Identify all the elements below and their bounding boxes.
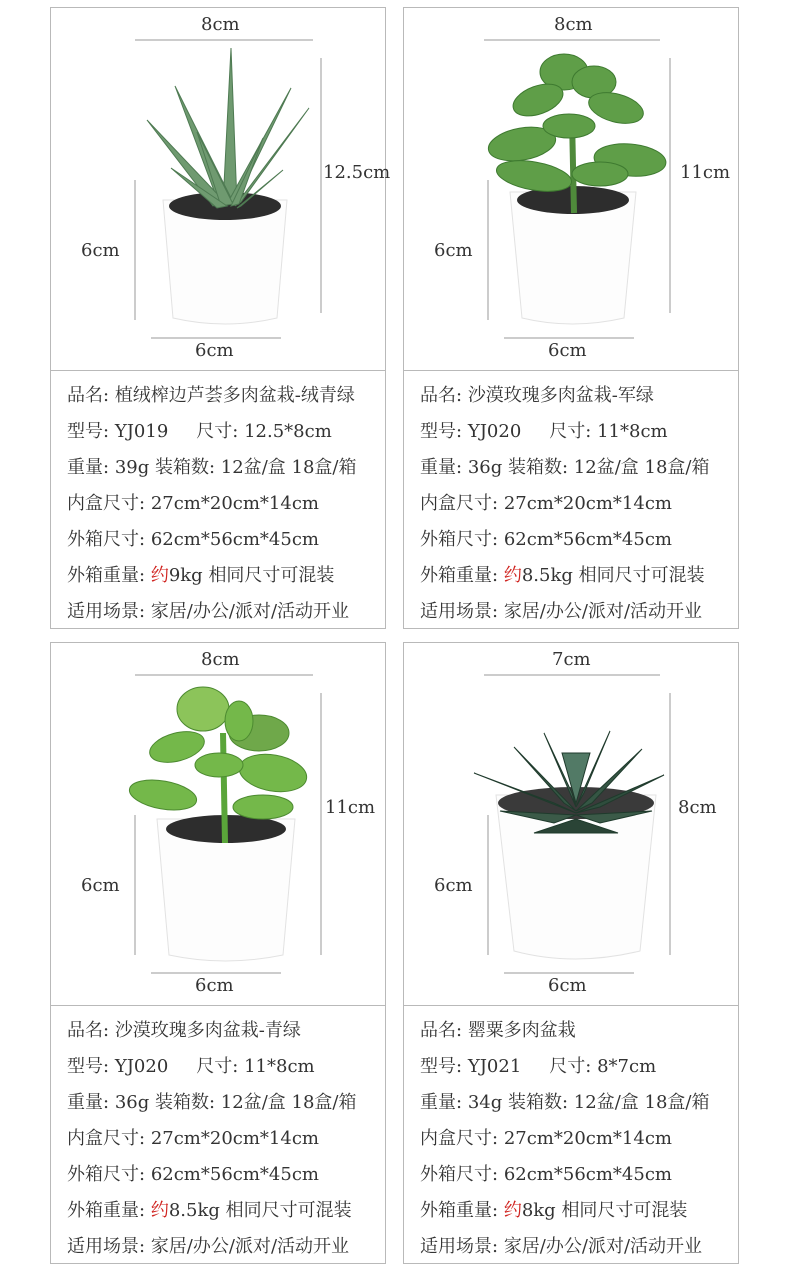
dimension-right: 11cm [680,162,731,183]
jade-plant-icon [51,643,385,1005]
product-card-4 [403,642,739,1264]
spec-scene: 适用场景: 家居/办公/派对/活动开业 [420,1236,703,1257]
dimension-right: 11cm [325,797,376,818]
product-photo [404,8,738,371]
product-card-2 [403,7,739,629]
dimension-top: 7cm [552,649,591,670]
spec-name: 品名: 罂粟多肉盆栽 [420,1020,576,1041]
dimension-left: 6cm [81,240,120,261]
spec-name: 品名: 植绒榨边芦荟多肉盆栽-绒青绿 [67,385,355,406]
spec-inner-box: 内盒尺寸: 27cm*20cm*14cm [67,1128,319,1149]
dimension-left: 6cm [434,875,473,896]
spec-list [51,1005,385,1265]
spec-weight: 重量: 36g 装箱数: 12盆/盒 18盒/箱 [67,1092,357,1113]
dimension-bottom: 6cm [548,975,587,996]
dimension-left: 6cm [81,875,120,896]
spec-weight: 重量: 39g 装箱数: 12盆/盒 18盒/箱 [67,457,357,478]
spec-model-size: 型号: YJ020 尺寸: 11*8cm [420,421,668,442]
spec-outer-weight: 外箱重量: 约8.5kg 相同尺寸可混装 [67,1200,352,1221]
spec-inner-box: 内盒尺寸: 27cm*20cm*14cm [420,1128,672,1149]
spec-name: 品名: 沙漠玫瑰多肉盆栽-青绿 [67,1020,301,1041]
spec-outer-box: 外箱尺寸: 62cm*56cm*45cm [67,1164,319,1185]
product-photo [51,643,385,1006]
dimension-top: 8cm [201,649,240,670]
spec-model-size: 型号: YJ019 尺寸: 12.5*8cm [67,421,332,442]
dimension-right: 8cm [678,797,717,818]
product-card-1 [50,7,391,629]
spec-scene: 适用场景: 家居/办公/派对/活动开业 [67,601,350,622]
spec-outer-weight: 外箱重量: 约8.5kg 相同尺寸可混装 [420,565,705,586]
dimension-right: 12.5cm [323,162,391,183]
spec-outer-box: 外箱尺寸: 62cm*56cm*45cm [420,1164,672,1185]
spec-weight: 重量: 34g 装箱数: 12盆/盒 18盒/箱 [420,1092,710,1113]
dimension-bottom: 6cm [195,975,234,996]
spec-list [404,1005,738,1265]
product-card-3 [50,642,386,1264]
spec-outer-box: 外箱尺寸: 62cm*56cm*45cm [420,529,672,550]
spec-name: 品名: 沙漠玫瑰多肉盆栽-军绿 [420,385,654,406]
spec-model-size: 型号: YJ020 尺寸: 11*8cm [67,1056,315,1077]
aloe-icon [51,8,385,370]
dimension-top: 8cm [201,14,240,35]
spec-scene: 适用场景: 家居/办公/派对/活动开业 [67,1236,350,1257]
dimension-bottom: 6cm [195,340,234,361]
dimension-top: 8cm [554,14,593,35]
dimension-left: 6cm [434,240,473,261]
jade-plant-icon [404,8,738,370]
spec-scene: 适用场景: 家居/办公/派对/活动开业 [420,601,703,622]
spec-list [404,370,738,630]
dimension-bottom: 6cm [548,340,587,361]
spec-outer-weight: 外箱重量: 约8kg 相同尺寸可混装 [420,1200,688,1221]
echeveria-icon [404,643,738,1005]
spec-outer-box: 外箱尺寸: 62cm*56cm*45cm [67,529,319,550]
spec-model-size: 型号: YJ021 尺寸: 8*7cm [420,1056,657,1077]
spec-inner-box: 内盒尺寸: 27cm*20cm*14cm [420,493,672,514]
product-photo [404,643,738,1006]
spec-inner-box: 内盒尺寸: 27cm*20cm*14cm [67,493,319,514]
product-photo [51,8,391,371]
spec-weight: 重量: 36g 装箱数: 12盆/盒 18盒/箱 [420,457,710,478]
spec-outer-weight: 外箱重量: 约9kg 相同尺寸可混装 [67,565,335,586]
spec-list [51,370,385,630]
